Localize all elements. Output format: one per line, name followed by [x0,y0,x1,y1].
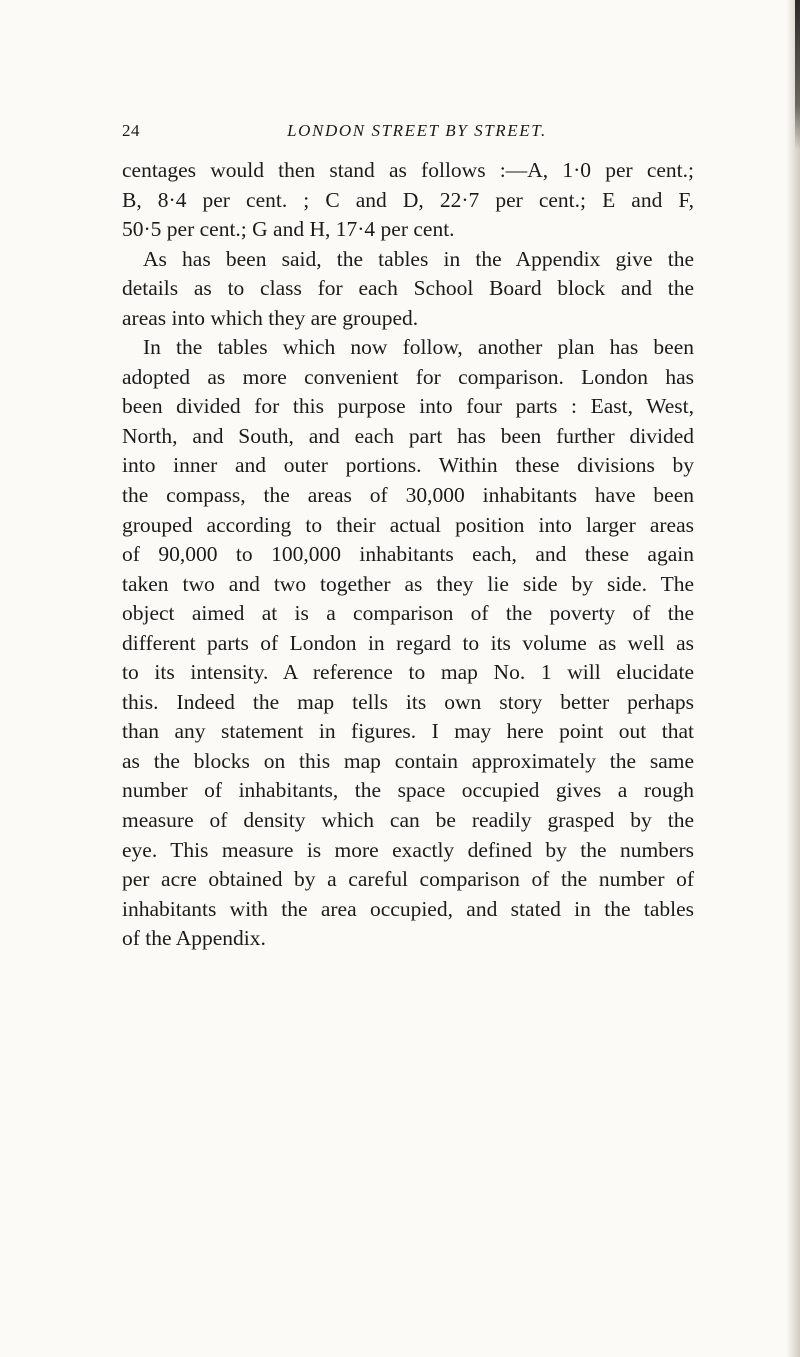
text-line: North, and South, and each part has been further divided [122,423,694,448]
text-line: of 90,000 to 100,000 inhabitants each, and these again [122,542,694,567]
text-line: object aimed at is a comparison of the poverty of the [122,601,694,626]
text-line: B, 8·4 per cent. ; C and D, 22·7 per cent.; E and F, [122,187,694,212]
text-line: 50·5 per cent.; G and H, 17·4 per cent. [122,217,455,242]
text-line: into inner and outer portions. Within these divisions by [122,453,694,478]
text-line: details as to class for each School Board block and the [122,276,694,301]
text-line: number of inhabitants, the space occupied gives a rough [122,778,694,803]
page-edge-shadow [786,0,800,1357]
text-line: of the Appendix. [122,926,266,951]
text-line: eye. This measure is more exactly defined by the numbers [122,837,694,862]
body-text [122,156,694,954]
text-line: In the tables which now follow, another plan has been [143,335,694,360]
text-line: measure of density which can be readily grasped by the [122,808,694,833]
page-edge-dark [795,0,800,150]
text-line: than any statement in figures. I may here point out that [122,719,694,744]
text-line: grouped according to their actual position into larger areas [122,512,694,537]
text-line: adopted as more convenient for comparison. London has [122,364,694,389]
text-line: the compass, the areas of 30,000 inhabitants have been [122,483,694,508]
text-line: As has been said, the tables in the Appendix give the [143,246,694,271]
text-line: different parts of London in regard to its volume as well as [122,630,694,655]
text-line: areas into which they are grouped. [122,305,419,330]
text-line: this. Indeed the map tells its own story better perhaps [122,689,694,714]
text-line: per acre obtained by a careful comparison of the number of [122,867,694,892]
page-number: 24 [122,121,140,140]
text-line: as the blocks on this map contain approximately the same [122,748,694,773]
running-title: LONDON STREET BY STREET. [287,121,547,140]
text-line: been divided for this purpose into four parts : East, West, [122,394,694,419]
text-line: taken two and two together as they lie side by side. The [122,571,694,596]
text-line: inhabitants with the area occupied, and stated in the tables [122,896,694,921]
text-line: centages would then stand as follows :—A, 1·0 per cent.; [122,158,694,182]
text-line: to its intensity. A reference to map No. 1 will elucidate [122,660,694,685]
page-header [122,121,694,145]
